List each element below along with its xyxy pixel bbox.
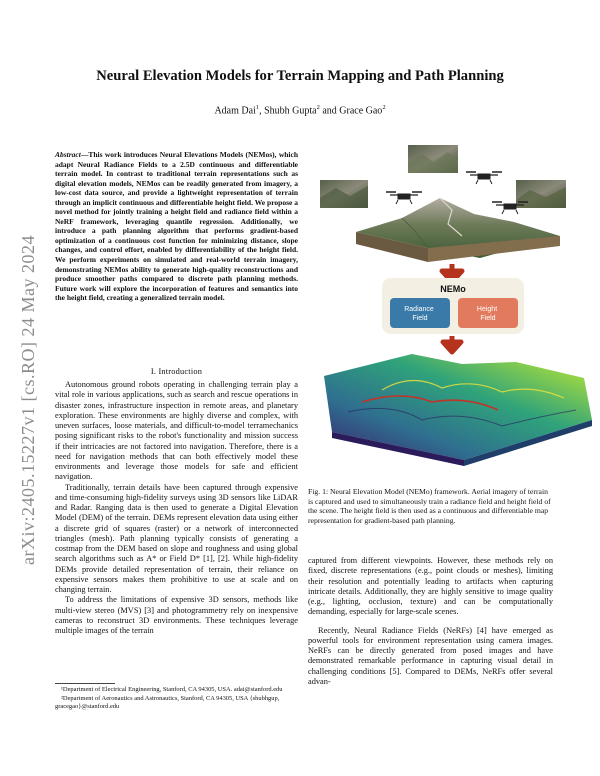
author-separator: , [259,105,265,117]
height-field-surface-plot [324,354,592,466]
author-affiliation-mark: 2 [316,104,320,111]
nemo-label: NEMo [440,284,466,294]
radiance-field-label-line: Field [412,315,428,322]
height-field-label-line: Field [480,315,496,322]
footnotes [55,686,298,713]
arxiv-identifier-stamp [6,210,46,570]
introduction-body [55,380,298,636]
footnote-divider [55,683,115,684]
author-affiliation-mark: 1 [255,104,260,111]
paragraph: Autonomous ground robots operating in challenging terrain play a vital role in various applications, such as search and rescue operations in disaster zones, infrastructure inspection in remote areas, and planetary exploration. These environments are highly diverse and complex, with uneven surfaces, loose materials, and difficult-to-model terramechanics posing significant risks to the robot's functionality and mission success if their intricacies are not factored into navigation. Therefore, there is a need for navigation methods that can both effectively model these environments and leverage those models for safe and efficient navigation. [55,380,298,482]
section-heading-introduction: I. Introduction [150,367,203,376]
author-affiliation-mark: 2 [382,104,386,111]
aerial-image-thumbnail [516,180,566,208]
aerial-image-thumbnail [408,145,458,173]
drone-icon [386,192,422,204]
footnote: ¹Department of Electrical Engineering, Stanford, CA 94305, USA. adai@stanford.edu [61,686,283,693]
right-column-body [308,556,553,687]
author-name: Adam Dai [214,105,256,117]
radiance-field-label-line: Radiance [404,306,434,313]
abstract-label: Abstract [55,150,81,159]
height-field-box [458,298,518,328]
paragraph: Traditionally, terrain details have been captured through expensive and time-consuming high-fidelity surveys using 3D sensors like LiDAR and Radar. Ranging data is then used to generate a Digital Elevation Model (DEM) of the terrain. DEMs represent elevation data using either a discrete grid of squares (raster) or a network of interconnected triangles (mesh). Path planning typically consists of generating a costmap from the DEM based on slope and roughness and using global search algorithms such as A* or Field D* [1], [2]. While high-fidelity DEMs provide detailed representation of terrain, their reliance on expensive sensors makes them prohibitive to use at scale and on changing terrain. [55,482,298,594]
figure-nemo-framework [302,140,600,480]
paragraph: captured from different viewpoints. However, these methods rely on fixed, discrete representations (e.g., point clouds or meshes), limiting their resolution and potentially leading to artifacts when capturing intricate details. Additionally, they are highly sensitive to image quality (e.g., lighting, occlusion, texture) and can be computationally demanding, especially for large-scale scenes. [308,556,553,617]
paragraph: Recently, Neural Radiance Fields (NeRFs) [4] have emerged as powerful tools for environment representation using camera images. NeRFs can be directly generated from posed images and have demonstrated remarkable performance in capturing visual detail in challenging conditions [5]. Compared to DEMs, NeRFs offer several advan- [308,625,553,686]
author-name: Grace Gao [339,105,383,117]
author-list [40,104,560,116]
abstract [55,150,298,303]
drone-icon [466,172,502,184]
paper-title: Neural Elevation Models for Terrain Mapping and Path Planning [96,68,504,84]
radiance-field-box [390,298,450,328]
author-name: Shubh Gupta [264,105,317,117]
paragraph: To address the limitations of expensive 3D sensors, methods like multi-view stereo (MVS) [3] and photogrammetry rely on inexpensive cameras to reconstruct 3D environments. These techniques leverage multiple images of the terrain [55,595,298,635]
flow-arrow-icon [443,336,461,352]
author-separator: and [319,105,340,117]
arxiv-identifier-text: arXiv:2405.15227v1 [cs.RO] 24 May 2024 [18,235,38,565]
footnote: ²Department of Aeronautics and Astronautics, Stanford, CA 94305, USA {shubhgup, gracegao}@stanford.edu [55,695,280,711]
abstract-text: —This work introduces Neural Elevations Models (NEMos), which adapt Neural Radiance Fields to a 2.5D continuous and differentiable terrain model. In contrast to traditional terrain representations such as digital elevation models, NEMos can be readily generated from imagery, a low-cost data source, and provide a lightweight representation of terrain through an implicit continuous and differentiable height field. We propose a novel method for jointly training a height field and radiance field within a NeRF framework, leveraging quantile regression. Additionally, we introduce a path planning algorithm that performs gradient-based optimization of a continuous cost function for minimizing distance, slope changes, and control effort, enabled by differentiability of the height field. We perform experiments on simulated and real-world terrain imagery, demonstrating NEMos ability to generate high-quality reconstructions and produce smoother paths compared to discrete path planning methods. Future work will explore the incorporation of features and semantics into the height field, creating a generalized terrain model. [55,150,298,303]
figure-caption: Fig. 1: Neural Elevation Model (NEMo) framework. Aerial imagery of terrain is captured and used to simultaneously train a radiance field and height field of the scene. The height field is then used as a continuous and differentiable map representation for gradient-based path planning. [308,487,551,525]
height-field-label-line: Height [476,306,498,313]
aerial-image-thumbnail [320,180,368,208]
